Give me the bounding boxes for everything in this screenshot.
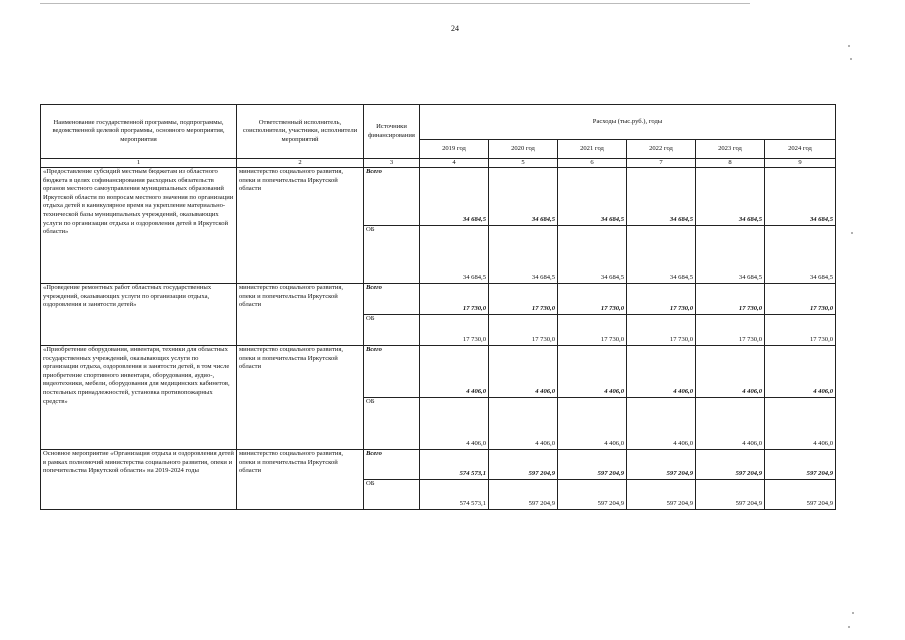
total-value: 34 684,5 (558, 168, 627, 226)
activity-name: «Предоставление субсидий местным бюджетам из областного бюджета в целях софинансирования расходных обязательств органов местного самоуправления муниципальных образований Иркутской области по вопросам местного значения по организации отдыха детей в каникулярное время на укрепление материально-технической базы муниципальных учреждений, оказывающих услуги по организации отдыха и оздоровления детей в Иркутской области» (41, 168, 237, 284)
total-value: 34 684,5 (765, 168, 836, 226)
scan-speck (848, 45, 850, 47)
ob-value: 17 730,0 (558, 315, 627, 346)
total-value: 17 730,0 (696, 284, 765, 315)
column-numbers-row (41, 159, 836, 168)
ob-value: 17 730,0 (489, 315, 558, 346)
header-executor: Ответственный исполнитель, соисполнители, участники, исполнители мероприятий (237, 105, 364, 159)
header-year: 2020 год (489, 140, 558, 159)
header-year: 2021 год (558, 140, 627, 159)
ob-value: 34 684,5 (696, 226, 765, 284)
total-value: 597 204,9 (627, 450, 696, 480)
total-value: 17 730,0 (489, 284, 558, 315)
activity-name: «Проведение ремонтных работ областных государственных учреждений, оказывающих услуги по организации отдыха, оздоровления и занятости детей» (41, 284, 237, 346)
table-row (41, 284, 836, 315)
activity-executor: министерство социального развития, опеки и попечительства Иркутской области (237, 346, 364, 450)
column-number: 2 (237, 159, 364, 168)
activity-name: «Приобретение оборудования, инвентаря, техники для областных государственных учреждений, оказывающих услуги по организации отдыха, оздоровления и занятости детей, в том числе приобретение спортивного инвентаря, оборудования, аудио-, видеотехники, мебели, оборудования для медицинских кабинетов, постельных принадлежностей, установка противопожарных средств» (41, 346, 237, 450)
ob-value: 597 204,9 (558, 480, 627, 510)
total-value: 597 204,9 (558, 450, 627, 480)
activity-executor: министерство социального развития, опеки и попечительства Иркутской области (237, 284, 364, 346)
source-total-label: Всего (364, 168, 420, 226)
scan-speck (851, 232, 853, 234)
header-expenses: Расходы (тыс.руб.), годы (420, 105, 836, 140)
ob-value: 597 204,9 (627, 480, 696, 510)
total-value: 597 204,9 (489, 450, 558, 480)
source-total-label: Всего (364, 346, 420, 398)
total-value: 34 684,5 (696, 168, 765, 226)
total-value: 4 406,0 (420, 346, 489, 398)
source-total-label: Всего (364, 284, 420, 315)
ob-value: 4 406,0 (765, 398, 836, 450)
total-value: 4 406,0 (765, 346, 836, 398)
ob-value: 597 204,9 (765, 480, 836, 510)
column-number: 5 (489, 159, 558, 168)
total-value: 574 573,1 (420, 450, 489, 480)
column-number: 3 (364, 159, 420, 168)
total-value: 34 684,5 (420, 168, 489, 226)
source-ob-label: ОБ (364, 315, 420, 346)
total-value: 4 406,0 (627, 346, 696, 398)
expenses-table (40, 104, 836, 510)
header-year: 2023 год (696, 140, 765, 159)
ob-value: 34 684,5 (420, 226, 489, 284)
total-value: 4 406,0 (696, 346, 765, 398)
ob-value: 34 684,5 (627, 226, 696, 284)
column-number: 1 (41, 159, 237, 168)
ob-value: 17 730,0 (420, 315, 489, 346)
source-ob-label: ОБ (364, 480, 420, 510)
column-number: 7 (627, 159, 696, 168)
total-value: 597 204,9 (696, 450, 765, 480)
total-value: 17 730,0 (765, 284, 836, 315)
header-source: Источники финансирования (364, 105, 420, 159)
ob-value: 4 406,0 (489, 398, 558, 450)
ob-value: 597 204,9 (696, 480, 765, 510)
page-number: 24 (451, 24, 459, 33)
ob-value: 574 573,1 (420, 480, 489, 510)
total-value: 4 406,0 (558, 346, 627, 398)
header-year: 2022 год (627, 140, 696, 159)
activity-executor: министерство социального развития, опеки и попечительства Иркутской области (237, 450, 364, 510)
source-ob-label: ОБ (364, 226, 420, 284)
scan-speck (850, 58, 852, 60)
total-value: 34 684,5 (627, 168, 696, 226)
ob-value: 17 730,0 (765, 315, 836, 346)
ob-value: 17 730,0 (696, 315, 765, 346)
column-number: 4 (420, 159, 489, 168)
ob-value: 4 406,0 (558, 398, 627, 450)
ob-value: 4 406,0 (627, 398, 696, 450)
source-ob-label: ОБ (364, 398, 420, 450)
scan-top-line (40, 3, 750, 4)
ob-value: 34 684,5 (489, 226, 558, 284)
column-number: 9 (765, 159, 836, 168)
ob-value: 597 204,9 (489, 480, 558, 510)
header-year: 2024 год (765, 140, 836, 159)
table-row (41, 450, 836, 480)
total-value: 4 406,0 (489, 346, 558, 398)
activity-name: Основное мероприятие «Организация отдыха и оздоровления детей в рамках полномочий министерства социального развития, опеки и попечительства Иркутской области» на 2019-2024 годы (41, 450, 237, 510)
scan-speck (852, 612, 854, 614)
ob-value: 17 730,0 (627, 315, 696, 346)
ob-value: 34 684,5 (765, 226, 836, 284)
activity-executor: министерство социального развития, опеки и попечительства Иркутской области (237, 168, 364, 284)
total-value: 34 684,5 (489, 168, 558, 226)
total-value: 597 204,9 (765, 450, 836, 480)
ob-value: 4 406,0 (696, 398, 765, 450)
header-year: 2019 год (420, 140, 489, 159)
ob-value: 4 406,0 (420, 398, 489, 450)
column-number: 6 (558, 159, 627, 168)
header-program: Наименование государственной программы, подпрограммы, ведомственной целевой программы, основного мероприятия, мероприятия (41, 105, 237, 159)
ob-value: 34 684,5 (558, 226, 627, 284)
total-value: 17 730,0 (558, 284, 627, 315)
source-total-label: Всего (364, 450, 420, 480)
table-row (41, 168, 836, 226)
total-value: 17 730,0 (420, 284, 489, 315)
table-row (41, 346, 836, 398)
column-number: 8 (696, 159, 765, 168)
scan-speck (848, 626, 850, 628)
total-value: 17 730,0 (627, 284, 696, 315)
